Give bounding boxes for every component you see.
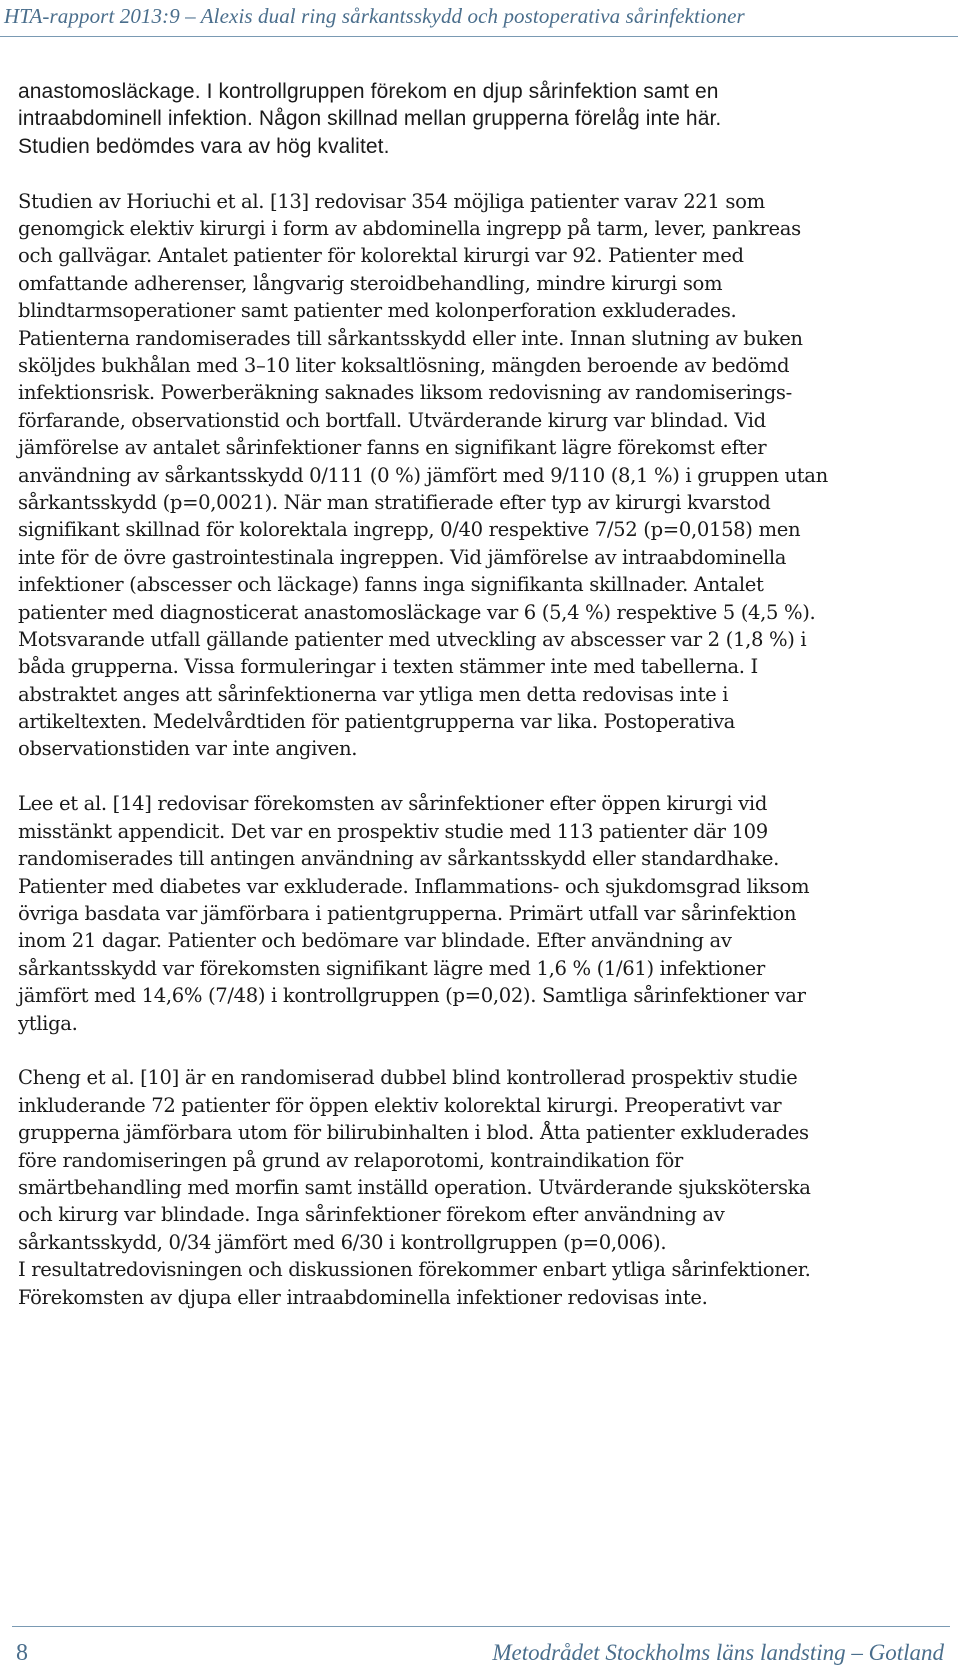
text-line: och kirurg var blindade. Inga sårinfektioner förekom efter användning av xyxy=(18,1203,725,1227)
text-line: omfattande adherenser, långvarig steroidbehandling, mindre kirurgi som xyxy=(18,271,723,295)
text-line: genomgick elektiv kirurgi i form av abdominella ingrepp på tarm, lever, pankreas xyxy=(18,217,801,241)
text-line: Lee et al. [14] redovisar förekomsten av sårinfektioner efter öppen kirurgi vid xyxy=(18,792,768,816)
text-line: inte för de övre gastrointestinala ingreppen. Vid jämförelse av intraabdominella xyxy=(18,545,787,569)
text-line: Patienterna randomiserades till sårkantsskydd eller inte. Innan slutning av buken xyxy=(18,326,803,350)
paragraph-horiuchi xyxy=(18,188,948,763)
paragraph-gap xyxy=(18,763,948,791)
paragraph-cheng xyxy=(18,1064,948,1311)
text-line: båda grupperna. Vissa formuleringar i texten stämmer inte med tabellerna. I xyxy=(18,655,758,679)
text-line: patienter med diagnosticerat anastomosläckage var 6 (5,4 %) respektive 5 (4,5 %). xyxy=(18,600,816,624)
text-line: randomiserades till antingen användning av sårkantsskydd eller standardhake. xyxy=(18,847,779,871)
text-line: signifikant skillnad för kolorektala ingrepp, 0/40 respektive 7/52 (p=0,0158) men xyxy=(18,518,801,542)
text-line: I resultatredovisningen och diskussionen förekommer enbart ytliga sårinfektioner. xyxy=(18,1258,811,1282)
text-line: jämförelse av antalet sårinfektioner fanns en signifikant lägre förekomst efter xyxy=(18,436,767,460)
text-line: jämfört med 14,6% (7/48) i kontrollgruppen (p=0,02). Samtliga sårinfektioner var xyxy=(18,984,806,1008)
text-line: Studien av Horiuchi et al. [13] redovisar 354 möjliga patienter varav 221 som xyxy=(18,189,765,213)
report-title: HTA-rapport 2013:9 – Alexis dual ring sårkantsskydd och postoperativa sårinfektioner xyxy=(4,4,745,28)
page-header xyxy=(0,0,958,37)
text-line: förfarande, observationstid och bortfall. Utvärderande kirurg var blindad. Vid xyxy=(18,408,766,432)
text-line: Motsvarande utfall gällande patienter med utveckling av abscesser var 2 (1,8 %) i xyxy=(18,627,807,651)
text-line: före randomiseringen på grund av relaporotomi, kontraindikation för xyxy=(18,1148,683,1172)
text-line: övriga basdata var jämförbara i patientgrupperna. Primärt utfall var sårinfektion xyxy=(18,901,797,925)
text-line: Studien bedömdes vara av hög kvalitet. xyxy=(18,134,390,158)
text-line: misstänkt appendicit. Det var en prospektiv studie med 113 patienter där 109 xyxy=(18,819,768,843)
text-line: anastomosläckage. I kontrollgruppen förekom en djup sårinfektion samt en xyxy=(18,80,719,103)
text-line: och gallvägar. Antalet patienter för kolorektal kirurgi var 92. Patienter med xyxy=(18,244,744,268)
text-line: inkluderande 72 patienter för öppen elektiv kolorektal kirurgi. Preoperativt var xyxy=(18,1093,782,1117)
text-line: grupperna jämförbara utom för bilirubinhalten i blod. Åtta patienter exkluderades xyxy=(18,1121,809,1145)
page-footer xyxy=(0,1626,950,1675)
text-line: sårkantsskydd, 0/34 jämfört med 6/30 i kontrollgruppen (p=0,006). xyxy=(18,1230,667,1254)
paragraph-lee xyxy=(18,790,948,1037)
body-text xyxy=(18,78,948,1311)
text-line: inom 21 dagar. Patienter och bedömare var blindade. Efter användning av xyxy=(18,929,732,953)
text-line: smärtbehandling med morfin samt inställd operation. Utvärderande sjuksköterska xyxy=(18,1175,811,1199)
paragraph-gap xyxy=(18,160,948,188)
text-line: abstraktet anges att sårinfektionerna var ytliga men detta redovisas inte i xyxy=(18,682,729,706)
text-line: användning av sårkantsskydd 0/111 (0 %) jämfört med 9/110 (8,1 %) i gruppen utan xyxy=(18,463,828,487)
text-line: blindtarmsoperationer samt patienter med kolonperforation exkluderades. xyxy=(18,299,737,323)
footer-divider xyxy=(12,1626,950,1627)
text-line: infektionsrisk. Powerberäkning saknades liksom redovisning av randomiserings- xyxy=(18,381,792,405)
paragraph-anastomosis xyxy=(18,78,948,160)
text-line: artikeltexten. Medelvårdtiden för patientgrupperna var lika. Postoperativa xyxy=(18,710,736,734)
text-line: observationstiden var inte angiven. xyxy=(18,737,358,761)
footer-organization: Metodrådet Stockholms läns landsting – Gotland xyxy=(492,1640,944,1665)
text-line: infektioner (abscesser och läckage) fanns inga signifikanta skillnader. Antalet xyxy=(18,573,764,597)
text-line: sårkantsskydd var förekomsten signifikant lägre med 1,6 % (1/61) infektioner xyxy=(18,956,765,980)
text-line: sköljdes bukhålan med 3–10 liter koksaltlösning, mängden beroende av bedömd xyxy=(18,354,790,378)
text-line: Cheng et al. [10] är en randomiserad dubbel blind kontrollerad prospektiv studie xyxy=(18,1066,798,1090)
paragraph-gap xyxy=(18,1037,948,1065)
text-line: Förekomsten av djupa eller intraabdominella infektioner redovisas inte. xyxy=(18,1285,708,1309)
text-line: sårkantsskydd (p=0,0021). När man stratifierade efter typ av kirurgi kvarstod xyxy=(18,490,771,514)
text-line: ytliga. xyxy=(18,1011,78,1035)
page-number: 8 xyxy=(16,1640,28,1666)
text-line: Patienter med diabetes var exkluderade. Inflammations- och sjukdomsgrad liksom xyxy=(18,874,810,898)
text-line: intraabdominell infektion. Någon skillnad mellan grupperna förelåg inte här. xyxy=(18,107,722,131)
